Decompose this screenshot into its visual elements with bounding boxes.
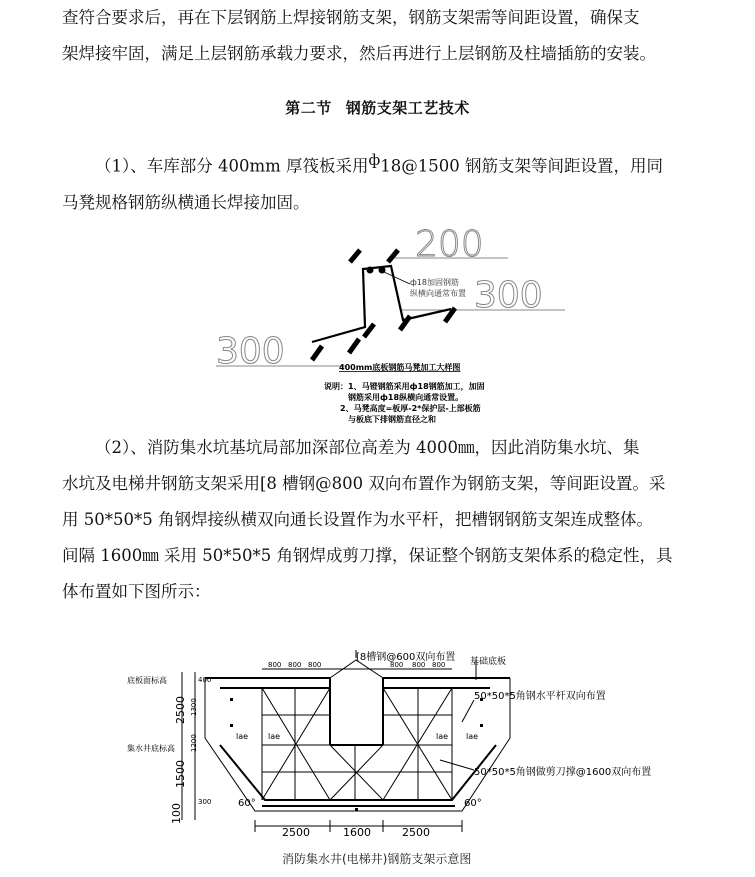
left-mid-label: 集水井底标高 — [127, 744, 175, 753]
figure-1-caption: 400mm底板钢筋马凳加工大样图 — [339, 363, 461, 372]
top-dim-3: 800 — [390, 661, 404, 669]
lae-3: lae — [436, 732, 449, 741]
horizontal-label: 50*50*5角钢水平杆双向布置 — [474, 691, 606, 702]
top-dim-2: 800 — [308, 661, 322, 669]
left-dim-large-labels — [170, 696, 187, 824]
item-1-text-before: （1）、车库部分 400mm 厚筏板采用 — [95, 156, 369, 176]
bottom-dim-2: 2500 — [402, 826, 430, 839]
item-1-text-after: 18@1500 钢筋支架等间距设置，用同 — [380, 156, 664, 176]
figure-1-note-1: 1、马镫钢筋采用ф18钢筋加工，加固 — [348, 382, 485, 391]
figure-1-note-3: 2、马凳高度=板厚-2*保护层-上部板筋 — [340, 404, 481, 413]
horizontal-label-leader — [462, 700, 474, 722]
slab-label: 基础底板 — [470, 657, 507, 667]
dim-200: 200 — [415, 224, 484, 265]
top-dim-4: 800 — [412, 661, 426, 669]
lae-1: lae — [236, 732, 249, 741]
figure-1-note-4: 与板底下排钢筋直径之和 — [348, 415, 436, 424]
rebar-note-1: ф18加固钢筋 — [410, 278, 460, 287]
item-1-line-2: 马凳规格钢筋纵横通长焊接加固。 — [62, 192, 310, 212]
dim-100: 100 — [170, 803, 183, 824]
lae-labels — [236, 732, 478, 741]
figure-1-note-title: 说明： — [324, 382, 348, 391]
top-dim-0: 800 — [268, 661, 282, 669]
section-title: 钢筋支架工艺技术 — [345, 99, 470, 117]
dim-1200: 1200 — [190, 734, 198, 752]
dim-300-right: 300 — [474, 275, 543, 316]
brace-label: 50*50*5角钢做剪刀撑@1600双向布置 — [474, 767, 652, 778]
dim-1300: 1300 — [190, 698, 198, 716]
lae-4: lae — [466, 732, 479, 741]
angle-right: 60° — [464, 798, 482, 809]
rebar-note-2: 纵横向通常布置 — [410, 289, 466, 298]
item-2-line-5: 体布置如下图所示： — [62, 582, 211, 601]
angle-left: 60° — [238, 798, 256, 809]
rebar-symbol: ф — [368, 151, 381, 169]
bottom-dim-0: 2500 — [282, 826, 310, 839]
channel-label: [8槽钢@600双向布置 — [356, 652, 456, 663]
intro-line-2: 架焊接牢固，满足上层钢筋承载力要求，然后再进行上层钢筋及柱墙插筋的安装。 — [62, 44, 656, 63]
item-2-line-2: 水坑及电梯井钢筋支架采用[8 槽钢@800 双向布置作为钢筋支架，等间距设置。采 — [62, 474, 666, 493]
section-number: 第二节 — [285, 99, 332, 117]
figure-1-note-2: 钢筋采用ф18纵横向通常设置。 — [348, 393, 464, 402]
left-dim-labels — [190, 676, 211, 806]
item-2-line-4: 间隔 1600㎜ 采用 50*50*5 角钢焊成剪刀撑，保证整个钢筋支架体系的稳定性，具 — [62, 546, 673, 565]
top-dim-5: 800 — [432, 661, 446, 669]
item-2-line-1: （2）、消防集水坑基坑局部加深部位高差为 4000㎜，因此消防集水坑、集 — [95, 438, 640, 457]
intro-line-1: 查符合要求后，再在下层钢筋上焊接钢筋支架，钢筋支架需等间距设置，确保支 — [62, 8, 640, 27]
top-dim-1: 800 — [288, 661, 302, 669]
dim-300-left: 300 — [216, 331, 285, 372]
bottom-dim-1: 1600 — [343, 826, 371, 839]
brace-label-leader — [440, 760, 474, 770]
dim-1500: 1500 — [174, 760, 187, 788]
bottom-dim-labels — [282, 826, 430, 839]
dim-400: 400 — [198, 676, 212, 684]
left-top-label: 底板面标高 — [127, 676, 167, 685]
lae-2: lae — [268, 732, 281, 741]
item-2-line-3: 用 50*50*5 角钢焊接纵横双向通长设置作为水平杆，把槽钢钢筋支架连成整体。 — [62, 510, 653, 529]
figure-2-caption: 消防集水井(电梯井)钢筋支架示意图 — [282, 852, 472, 866]
dim-2500: 2500 — [174, 696, 187, 724]
dim-300: 300 — [198, 798, 212, 806]
